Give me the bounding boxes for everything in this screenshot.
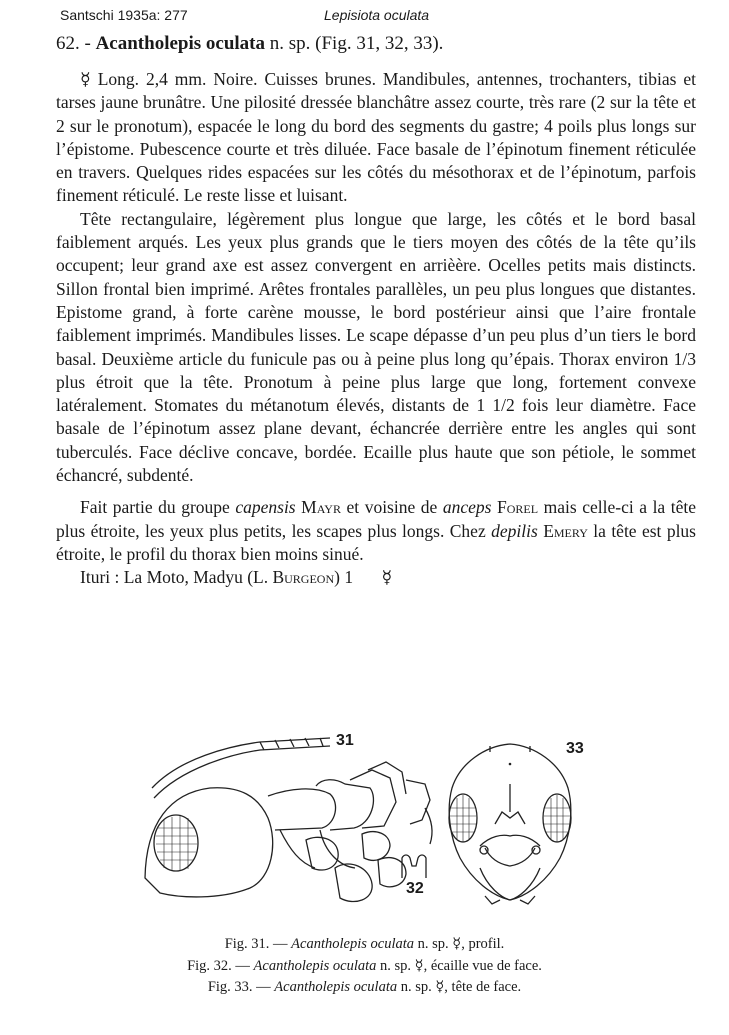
ocellus-dot bbox=[509, 763, 512, 766]
figure-33-label: 33 bbox=[566, 740, 584, 757]
species-suffix: n. sp. (Fig. 31, 32, 33). bbox=[269, 33, 444, 54]
locality-line: Ituri : La Moto, Madyu (L. Burgeon) 1 ☿ bbox=[56, 566, 696, 589]
current-taxon-name: Lepisiota oculata bbox=[324, 7, 430, 23]
figure-32-label: 32 bbox=[406, 880, 424, 897]
worker-symbol: ☿ bbox=[381, 567, 393, 588]
description-paragraph-2: Tête rectangulaire, légèrement plus longue que large, les côtés et le bord basal faiblement arqués. Les yeux plus grands que le tiers moyen des côtés de la tête qu’ils occupent; leur grand axe est assez convergent en arrièère. Ocelles petits mais distincts. Sillon frontal bien imprimé. Arêtes frontales parallèles, un peu plus longues que distantes. Epistome grand, à forte carène mousse, le bord postérieur ainsi que l’aire frontale faiblement imprimés. Mandibules lisses. Le scape dépasse d’un peu plus d’un tiers le bord basal. Deuxième article du funicule pas ou à peine plus long qu’épais. Thorax environ 1/3 plus étroit que la tête. Pronotum à peine plus large que long, fortement convexe latéralement. Stomates du métanotum élevés, distants de 1 1/2 fois leur diamètre. Face basale de l’épinotum assez plane devant, échancrée derrière entre les angles qui sont tuberculés. Face déclive concave, bordée. Ecaille plus haute que son pétiole, le sommet échancré, subdenté. bbox=[56, 208, 696, 486]
caption-fig-32: Fig. 32. — Acantholepis oculata n. sp. ☿, écaille vue de face. bbox=[187, 957, 542, 974]
species-name: Acantholepis oculata bbox=[95, 33, 266, 54]
description-paragraph-1: ☿ Long. 2,4 mm. Noire. Cuisses brunes. Mandibules, antennes, trochanters, tibias et tarses jaune brunâtre. Une pilosité dressée blanchâtre assez courte, très rare (2 sur la tête et 2 sur le pronotum), espacée le long du bord des segments du gastre; 4 poils plus longs sur l’épistome. Pubescence courte et très diluée. Face basale de l’épinotum finement réticulée en travers. Quelques rides espacées sur les côtés du mésothorax et de l’épinotum, parfois finement réticulé. Le reste lisse et luisant. bbox=[56, 69, 696, 206]
head-front-drawing bbox=[449, 744, 571, 904]
page-header bbox=[60, 7, 709, 29]
species-number: 62. - bbox=[56, 33, 91, 54]
citation-source: Santschi 1935a: 277 bbox=[60, 7, 188, 23]
caption-fig-33: Fig. 33. — Acantholepis oculata n. sp. ☿, tête de face. bbox=[207, 979, 522, 995]
figure-plate bbox=[140, 728, 600, 928]
figure-drawings bbox=[140, 728, 600, 928]
description-paragraph-3: Fait partie du groupe capensis Mayr et voisine de anceps Forel mais celle-ci a la tête plus étroite, les yeux plus petits, les scapes plus longs. Chez depilis Emery la tête est plus étroite, le profil du thorax bien moins sinué. bbox=[56, 497, 697, 564]
figure-captions bbox=[0, 934, 729, 999]
caption-fig-31: Fig. 31. — Acantholepis oculata n. sp. ☿, profil. bbox=[224, 936, 505, 952]
figure-31-label: 31 bbox=[336, 732, 354, 749]
description-body bbox=[56, 68, 696, 590]
ant-profile-drawing bbox=[145, 738, 432, 902]
species-heading bbox=[56, 33, 696, 55]
